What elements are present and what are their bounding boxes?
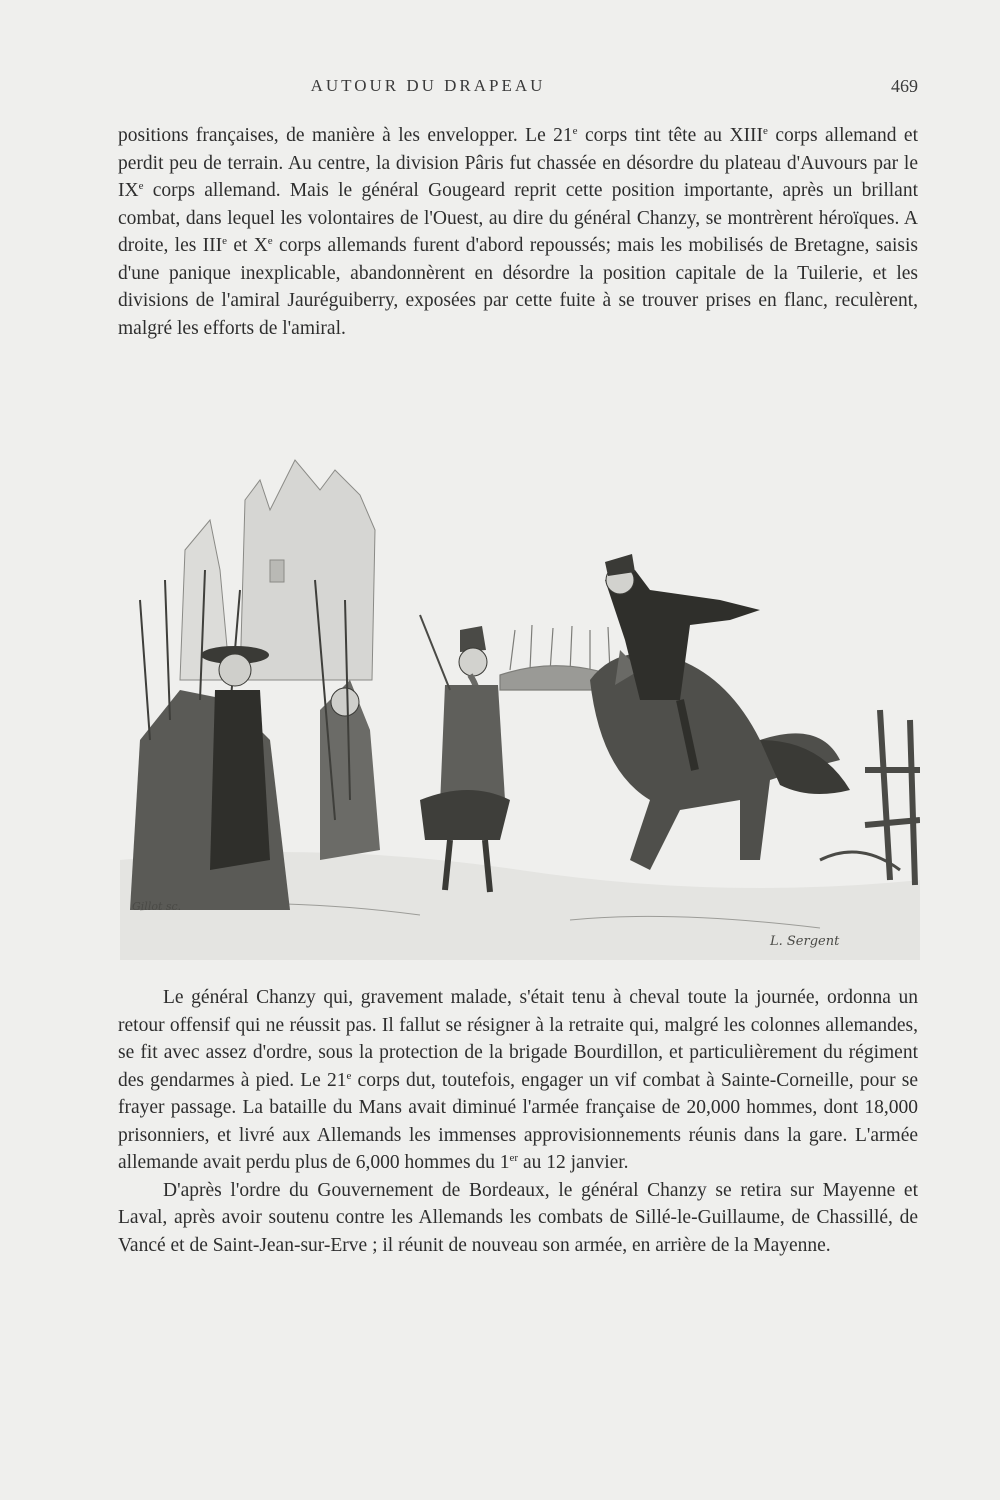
signature-right: L. Sergent [770, 934, 840, 949]
superscript: e [222, 235, 228, 247]
text-run: au 12 janvier. [518, 1152, 629, 1173]
text-run: positions françaises, de manière à les envelopper. Le 21 [118, 125, 573, 146]
paragraph-text [118, 122, 918, 342]
superscript: e [267, 235, 273, 247]
text-run: et X [227, 235, 268, 256]
superscript: er [509, 1152, 519, 1164]
paragraph-text: D'après l'ordre du Gouvernement de Bordeaux, le général Chanzy se retira sur Mayenne et Laval, après avoir soutenu contre les Allemands les combats de Sillé-le-Guillaume, de Chassillé, de Vancé et de Saint-Jean-sur-Erve ; il réunit de nouveau son armée, en arrière de la Mayenne. [118, 1179, 918, 1256]
standing-soldier [420, 615, 510, 892]
top-paragraph [118, 122, 918, 342]
superscript: e [763, 125, 768, 137]
text-run: corps allemand. Mais le général Gougeard reprit cette position importante, après un brillant combat, dans lequel les volontaires de l'Ouest, au dire du général Chanzy, se montrèrent héroïques. A droite, les III [118, 180, 918, 256]
signature-left: Gillot sc. [132, 900, 182, 913]
text-run: corps allemands furent d'abord repoussés; mais les mobilisés de Bretagne, saisis d'une panique inexplicable, abandonnèrent en désordre la position capitale de la Tuilerie, et les divisions de l'amiral Jauréguiberry, exposées par cette fuite à se trouver prises en flanc, reculèrent, malgré les efforts de l'amiral. [118, 235, 918, 339]
main-text [118, 984, 918, 1259]
running-head [118, 76, 918, 100]
battle-illustration [120, 440, 920, 960]
text-run: corps dut, toutefois, engager un vif combat à Sainte-Corneille, pour se frayer passage. La bataille du Mans avait diminué l'armée française de 20,000 hommes, dont 18,000 prisonniers, et livré aux Allemands les immenses approvisionnements réunis dans la gare. L'armée allemande avait perdu plus de 6,000 hommes du 1 [118, 1069, 918, 1173]
text-run: corps allemand et perdit peu de terrain. Au centre, la division Pâris fut chassée en désordre du plateau d'Auvours par le IX [118, 125, 918, 201]
page-number: 469 [891, 76, 918, 96]
superscript: e [572, 125, 578, 137]
superscript: e [346, 1069, 352, 1082]
horse-and-rider [590, 554, 850, 870]
running-title: AUTOUR DU DRAPEAU [310, 76, 546, 95]
paragraph-text [118, 984, 918, 1177]
text-run: corps tint tête au XIII [577, 125, 764, 146]
broken-fence [820, 710, 920, 885]
text-run: Le général Chanzy qui, gravement malade, s'était tenu à cheval toute la journée, ordonna un retour offensif qui ne réussit pas. Il fallut se résigner à la retraite qui, malgré les colonnes allemandes, se fit avec assez d'ordre, sous la protection de la brigade Bourdillon, et particulièrement du régiment des gendarmes à pied. Le 21 [118, 987, 918, 1091]
superscript: e [138, 180, 144, 192]
